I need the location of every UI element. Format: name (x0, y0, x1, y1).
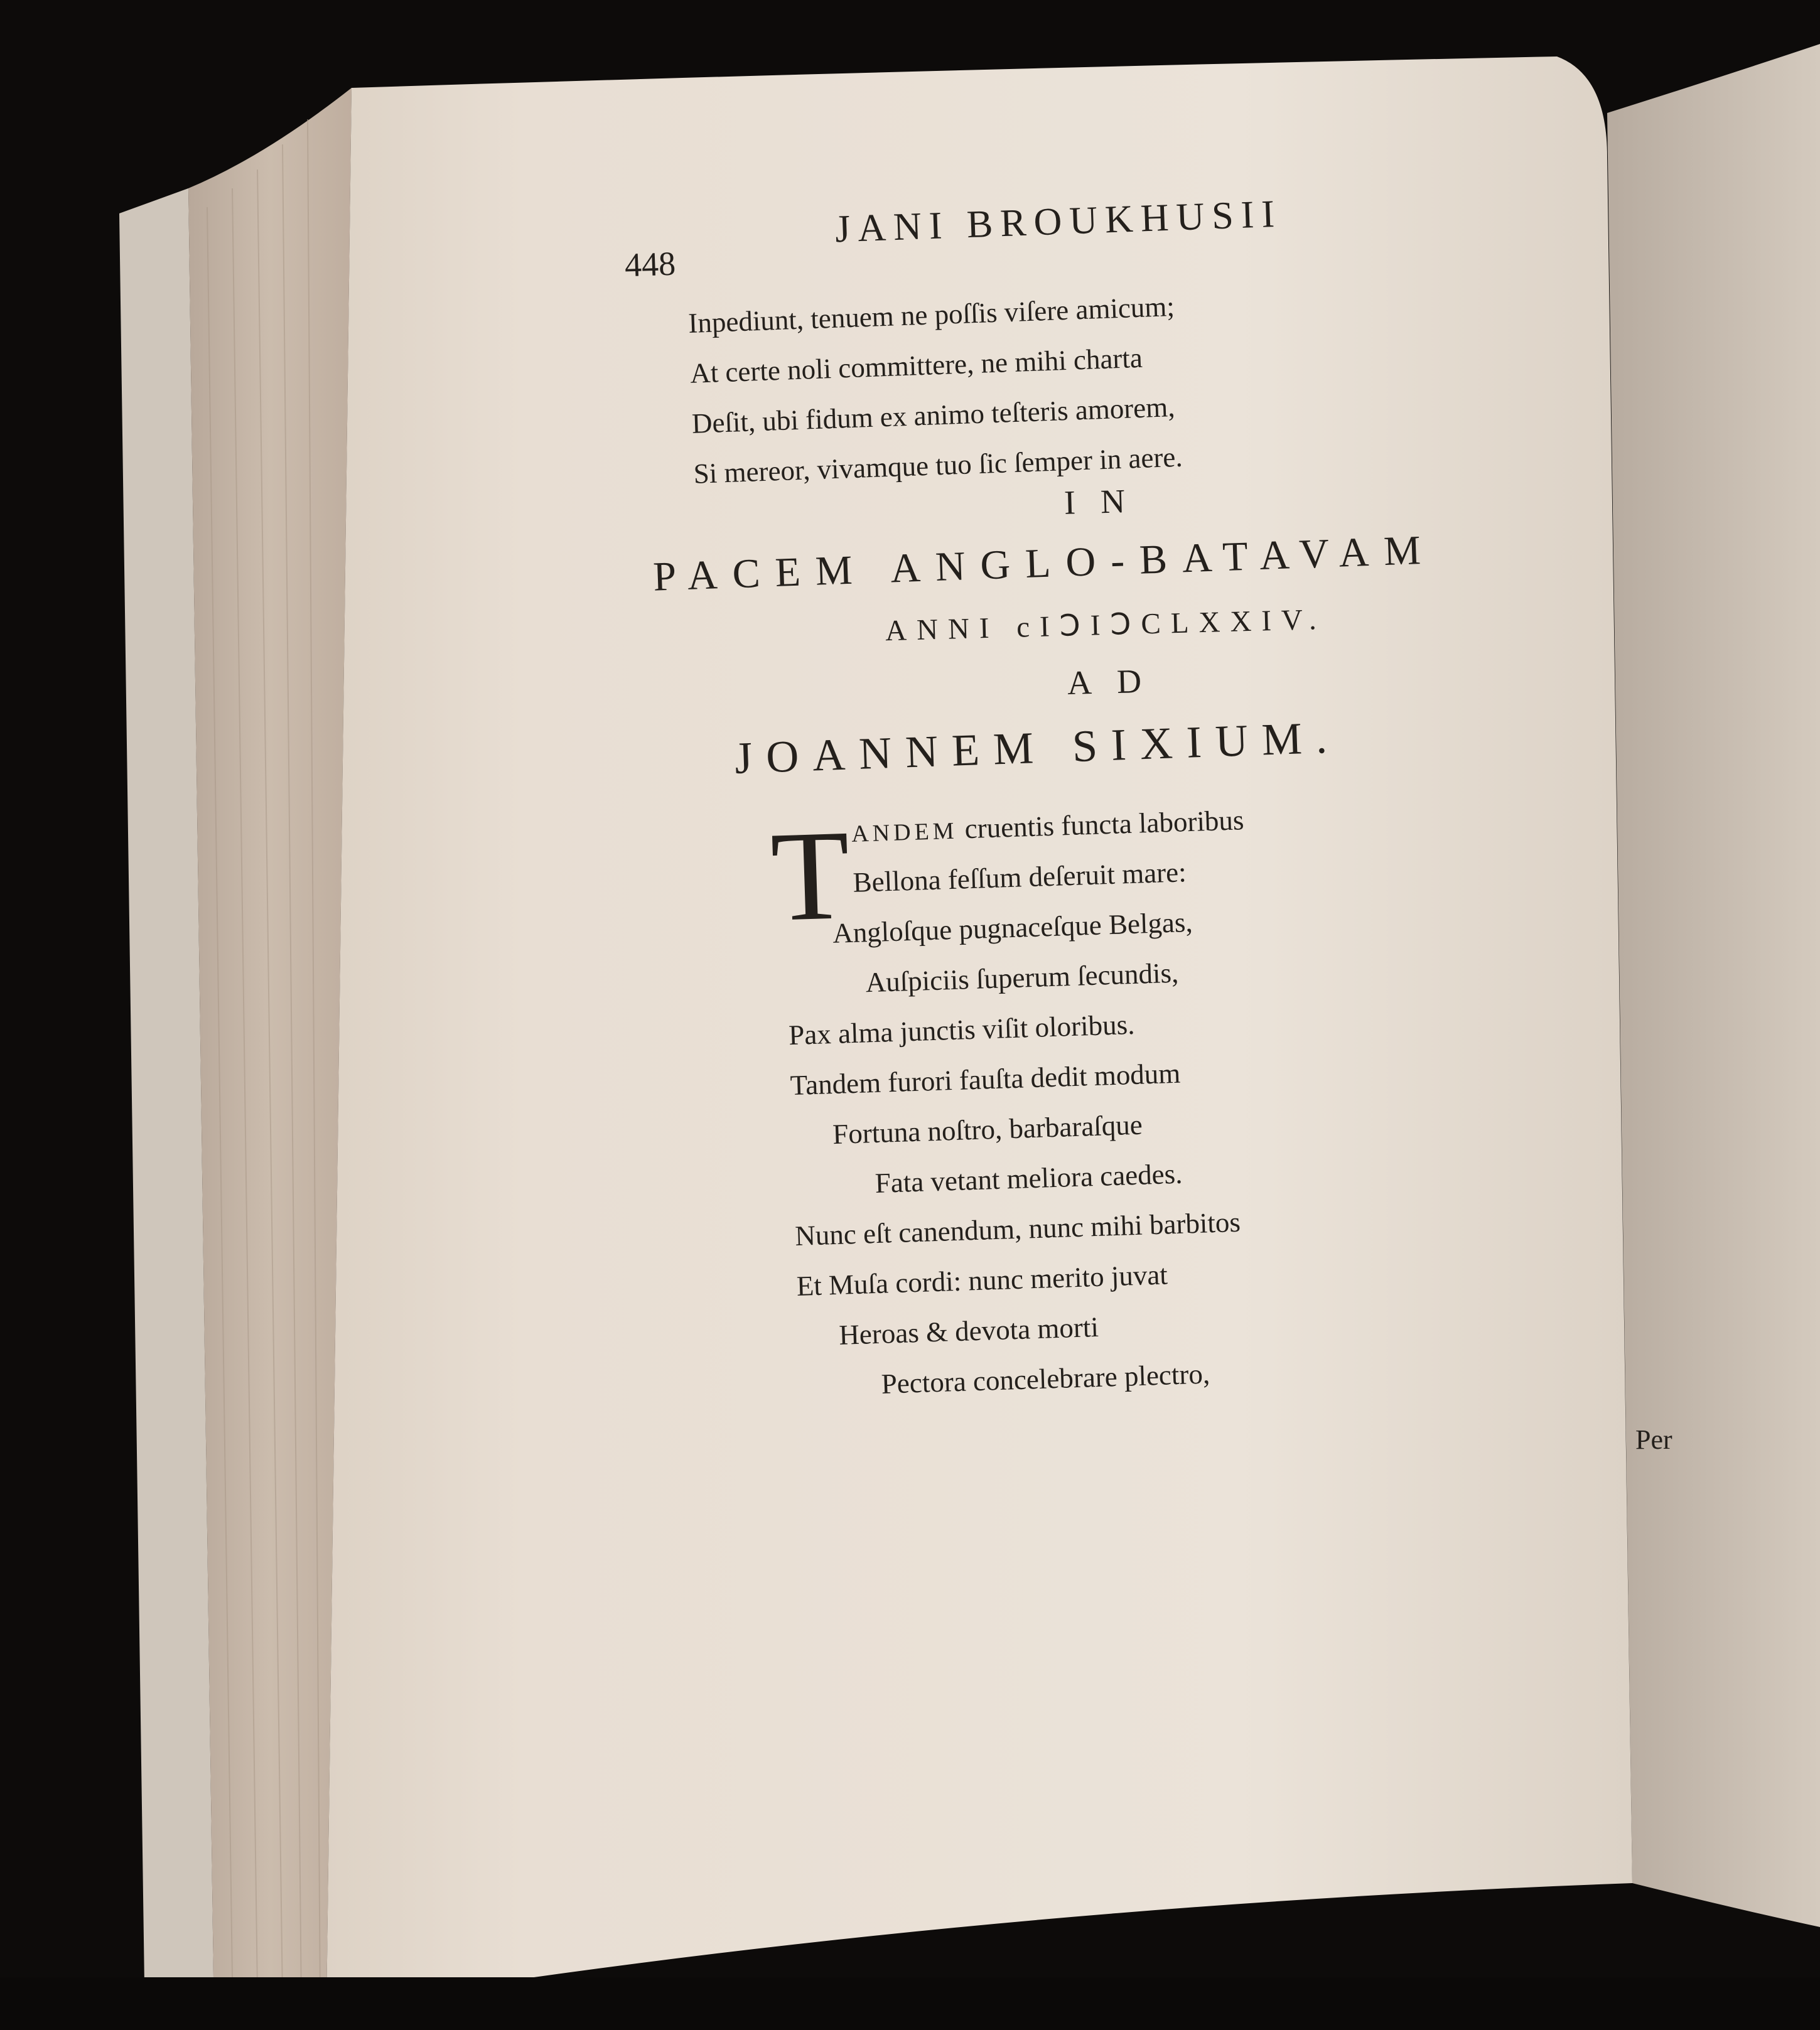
facing-page (1607, 44, 1820, 1927)
title-pacem-anglo-batavam: PACEM ANGLO-BATAVAM (652, 527, 1437, 600)
verse-line: Auſpiciis ſuperum ſecundis, (864, 957, 1179, 999)
first-line-rest: cruentis functa laboribus (964, 804, 1245, 845)
running-title: JANI BROUKHUSII (834, 192, 1283, 251)
table-surface (0, 1977, 1820, 2030)
title-in: IN (1063, 481, 1151, 522)
verse-line: Deſit, ubi fidum ex animo teſteris amorem, (691, 391, 1176, 439)
verse-line: Et Muſa cordi: nunc merito juvat (796, 1259, 1168, 1302)
verse-line: Pectora concelebrare plectro, (881, 1358, 1210, 1400)
verse-line: At certe noli committere, ne mihi charta (689, 341, 1143, 389)
page-number: 448 (623, 244, 677, 284)
first-word-smallcaps: ANDEM (851, 817, 959, 847)
title-year: ANNI cIↃIↃCLXXIV. (885, 603, 1327, 648)
verse-line: Heroas & devota morti (838, 1311, 1099, 1351)
poem (769, 786, 1542, 1437)
verse-line: Pax alma junctis viſit oloribus. (788, 1008, 1136, 1051)
verse-line: Fata vetant meliora caedes. (874, 1157, 1183, 1199)
catchword: Per (1635, 1424, 1672, 1455)
verse-line: Inpediunt, tenuem ne poſſis viſere amicum; (687, 290, 1175, 339)
opening-verses (687, 281, 1183, 499)
title-ad: AD (1067, 661, 1167, 702)
verse-line: Fortuna noſtro, barbaraſque (832, 1109, 1143, 1151)
verse-line: Nunc eſt canendum, nunc mihi barbitos (794, 1206, 1241, 1252)
verse-line: Angloſque pugnaceſque Belgas, (832, 906, 1193, 949)
drop-cap: T (768, 803, 853, 948)
verse-line: Si mereor, vivamque tuo ſic ſemper in aere. (692, 441, 1183, 490)
verse-line: Bellona feſſum deſeruit mare: (852, 856, 1187, 898)
verse-line: Tandem furori fauſta dedit modum (790, 1057, 1181, 1102)
title-joannem-sixium: JOANNEM SIXIUM. (733, 712, 1342, 783)
